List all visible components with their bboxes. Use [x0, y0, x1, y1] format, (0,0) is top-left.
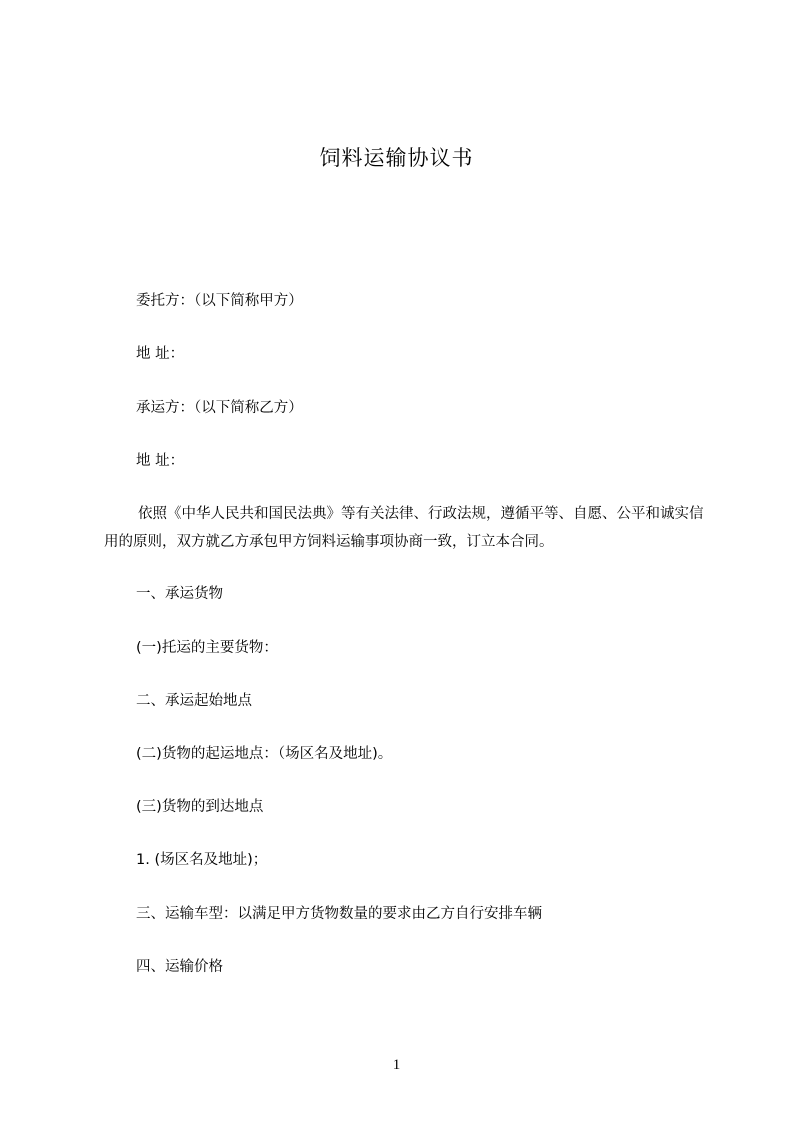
client-line: 委托方：（以下简称甲方）: [136, 293, 303, 309]
page-number: 1: [392, 1057, 401, 1073]
clause-item-2: (二)货物的起运地点：（场区名及地址)。: [136, 746, 393, 762]
carrier-line: 承运方：（以下简称乙方）: [136, 400, 303, 416]
section-heading-4: 四、运输价格: [136, 959, 223, 975]
document-title: 饲料运输协议书: [319, 146, 474, 170]
client-address-line: 地 址：: [136, 346, 185, 362]
section-heading-2: 二、承运起始地点: [136, 693, 252, 709]
section-heading-3: 三、运输车型：以满足甲方货物数量的要求由乙方自行安排车辆: [136, 906, 542, 922]
clause-item-3: (三)货物的到达地点: [136, 799, 264, 815]
section-heading-1: 一、承运货物: [136, 586, 223, 602]
clause-subitem-3-1: 1. (场区名及地址)；: [136, 852, 268, 868]
carrier-address-line: 地 址：: [136, 453, 185, 469]
preamble-paragraph: 依照《中华人民共和国民法典》等有关法律、行政法规，遵循平等、自愿、公平和诚实信用的原则，双方就乙方承包甲方饲料运输事项协商一致，订立本合同。: [104, 506, 704, 550]
clause-item-1: (一)托运的主要货物：: [136, 640, 278, 656]
